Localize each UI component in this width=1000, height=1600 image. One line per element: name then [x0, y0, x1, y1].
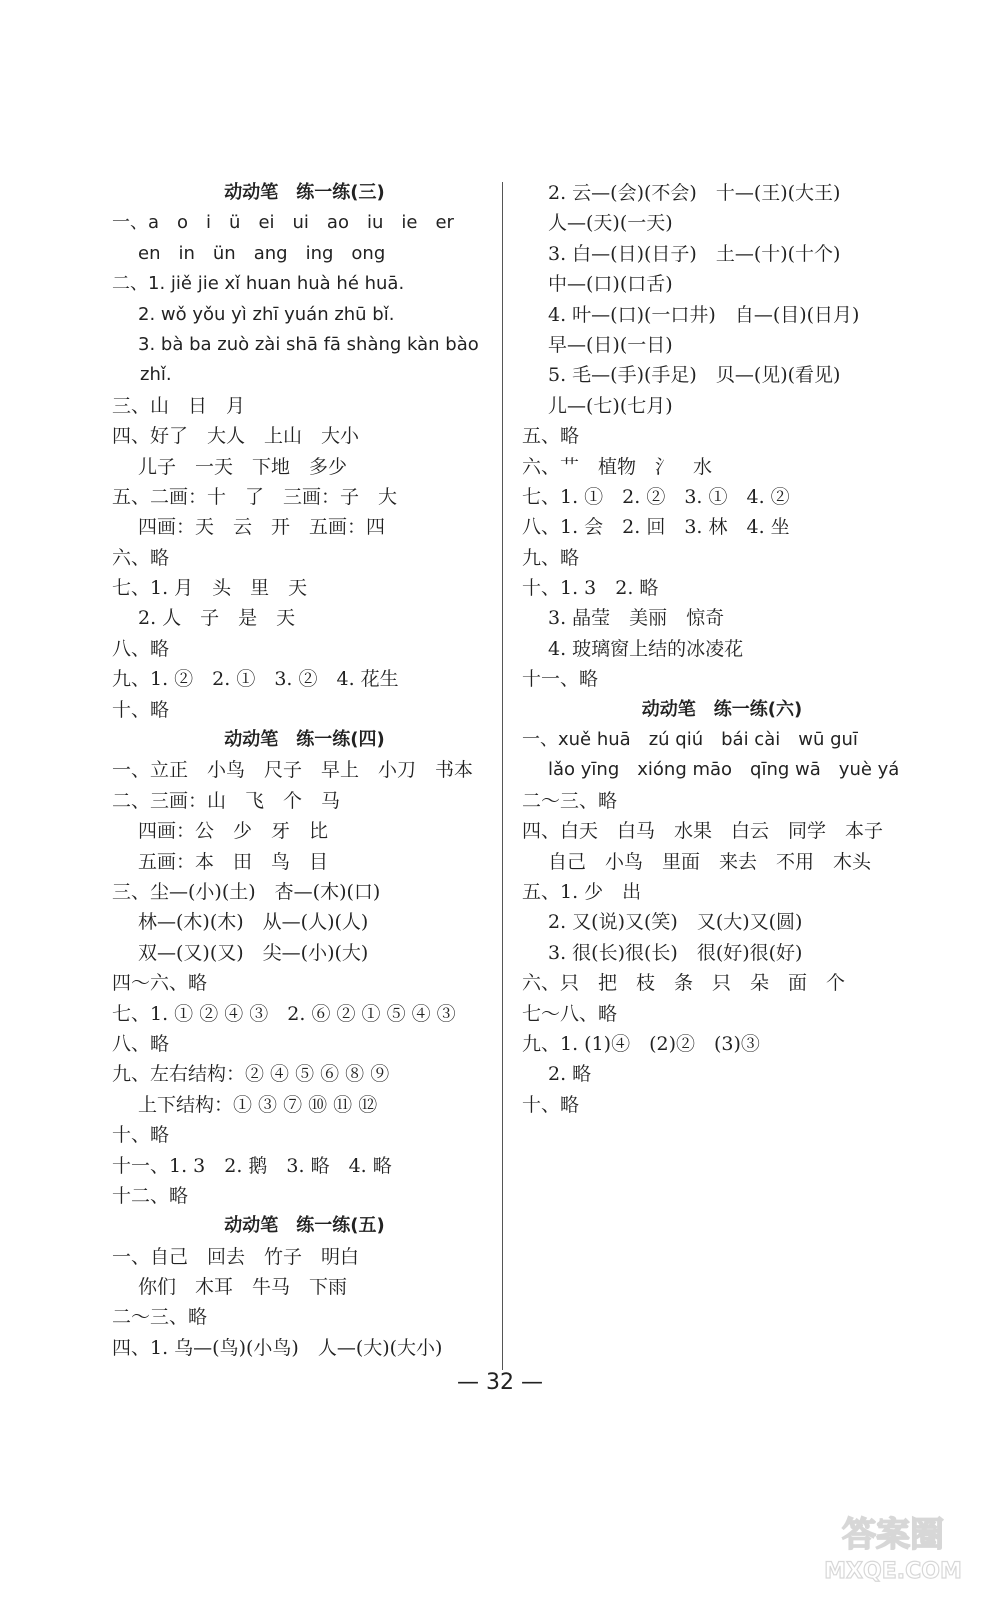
- answer-line: 3. 晶莹 美丽 惊奇: [548, 607, 725, 630]
- answer-line: 四画：公 少 牙 比: [138, 820, 329, 843]
- section-title: 动动笔 练一练(四): [224, 729, 385, 751]
- answer-line: 三、山 日 月: [112, 394, 246, 417]
- answer-line: 林—(木)(木) 从—(人)(人): [138, 911, 369, 934]
- answer-line: lǎo yīng xióng māo qīng wā yuè yá: [548, 759, 900, 781]
- answer-line: 十一、略: [522, 668, 599, 691]
- answer-line: 八、略: [112, 637, 170, 660]
- answer-line: 2. wǒ yǒu yì zhī yuán zhū bǐ.: [138, 303, 395, 325]
- page-number: — 32 —: [457, 1370, 543, 1395]
- answer-line: 十、略: [112, 1124, 170, 1147]
- answer-line: 三、尘—(小)(土) 杏—(木)(口): [112, 880, 381, 903]
- answer-line: 一、a o i ü ei ui ao iu ie er: [112, 212, 454, 234]
- answer-line: 儿—(七)(七月): [548, 394, 673, 417]
- answer-line: 七～八、略: [522, 1002, 618, 1025]
- answer-line: 六、只 把 枝 条 只 朵 面 个: [522, 972, 846, 995]
- answer-line: 四、白天 白马 水果 白云 同学 本子: [522, 820, 884, 843]
- answer-line: 二～三、略: [112, 1306, 208, 1329]
- answer-line: 二～三、略: [522, 789, 618, 812]
- answer-line: 3. 白—(日)(日子) 土—(十)(十个): [548, 242, 841, 265]
- section-title: 动动笔 练一练(三): [224, 182, 385, 203]
- answer-line: 2. 人 子 是 天: [138, 607, 296, 630]
- answer-line: 四～六、略: [112, 972, 208, 995]
- answer-line: 五画：本 田 鸟 目: [138, 850, 329, 873]
- answer-line: 双—(又)(又) 尖—(小)(大): [138, 941, 369, 964]
- answer-line: 五、略: [522, 425, 580, 448]
- answer-line: 九、1. (1)④ (2)② (3)③: [522, 1032, 760, 1055]
- answer-line: 八、略: [112, 1032, 170, 1055]
- answer-line: 4. 玻璃窗上结的冰凌花: [548, 637, 744, 660]
- answer-line: 十一、1. 3 2. 鹅 3. 略 4. 略: [112, 1154, 392, 1177]
- answer-line: 2. 又(说)又(笑) 又(大)又(圆): [548, 911, 803, 934]
- section-title: 动动笔 练一练(五): [224, 1215, 385, 1237]
- answer-line: 人—(天)(一天): [548, 212, 673, 235]
- section-title: 动动笔 练一练(六): [641, 698, 803, 720]
- answer-line: 中—(口)(口舌): [548, 273, 673, 296]
- answer-line: 儿子 一天 下地 多少: [138, 455, 348, 478]
- answer-line: 十、1. 3 2. 略: [522, 577, 659, 600]
- answer-line: 你们 木耳 牛马 下雨: [138, 1276, 348, 1299]
- answer-line: 十、略: [112, 698, 170, 721]
- answer-line: 4. 叶—(口)(一口井) 自—(目)(日月): [548, 303, 860, 326]
- answer-line: 七、1. 月 头 里 天: [112, 577, 308, 600]
- answer-line: 五、1. 少 出: [522, 880, 642, 903]
- answer-line: 七、1. ① ② ④ ③ 2. ⑥ ② ① ⑤ ④ ③: [112, 1002, 456, 1025]
- column-divider: [502, 182, 503, 1370]
- answer-line: 一、自己 回去 竹子 明白: [112, 1245, 360, 1268]
- answer-line: 六、略: [112, 546, 170, 569]
- answer-line: 一、立正 小鸟 尺子 早上 小刀 书本: [112, 759, 474, 782]
- answer-line: 四、好了 大人 上山 大小: [112, 425, 360, 448]
- answer-line: 四画：天 云 开 五画：四: [138, 516, 386, 539]
- answer-line: 早—(日)(一日): [548, 333, 673, 356]
- answer-line: 九、1. ② 2. ① 3. ② 4. 花生: [112, 668, 399, 691]
- watermark-logo: [808, 1508, 978, 1586]
- answer-line: 九、左右结构：② ④ ⑤ ⑥ ⑧ ⑨: [112, 1063, 390, 1086]
- answer-line: 六、艹 植物 氵 水: [522, 455, 713, 478]
- answer-line: 七、1. ① 2. ② 3. ① 4. ②: [522, 485, 790, 508]
- answer-line: 一、xuě huā zú qiú bái cài wū guī: [522, 729, 858, 751]
- svg-text:答案圈: 答案圈: [842, 1515, 944, 1555]
- answer-line: 十二、略: [112, 1184, 189, 1207]
- answer-line: 五、二画：十 了 三画：子 大: [112, 485, 398, 508]
- answer-line: 八、1. 会 2. 回 3. 林 4. 坐: [522, 516, 790, 539]
- answer-line: 3. 很(长)很(长) 很(好)很(好): [548, 941, 803, 964]
- answer-line: 3. bà ba zuò zài shā fā shàng kàn bào: [138, 333, 479, 355]
- answer-line: 上下结构：① ③ ⑦ ⑩ ⑪ ⑫: [138, 1093, 378, 1116]
- answer-line: 2. 略: [548, 1063, 592, 1086]
- answer-line: 十、略: [522, 1093, 580, 1116]
- answer-line: 二、1. jiě jie xǐ huan huà hé huā.: [112, 273, 405, 295]
- answer-line: 2. 云—(会)(不会) 十—(王)(大王): [548, 182, 841, 204]
- answer-line: 九、略: [522, 546, 580, 569]
- answer-line: 二、三画：山 飞 个 马: [112, 789, 341, 812]
- answer-line: zhǐ.: [140, 364, 172, 386]
- answer-column-right: [522, 178, 922, 1120]
- answer-column-left: [112, 178, 497, 1363]
- svg-text:MXQE.COM: MXQE.COM: [824, 1559, 962, 1584]
- answer-line: 四、1. 乌—(鸟)(小鸟) 人—(大)(大小): [112, 1336, 443, 1359]
- answer-line: 自己 小鸟 里面 来去 不用 木头: [548, 850, 872, 873]
- answer-line: 5. 毛—(手)(手足) 贝—(见)(看见): [548, 364, 841, 387]
- answer-line: en in ün ang ing ong: [138, 242, 386, 264]
